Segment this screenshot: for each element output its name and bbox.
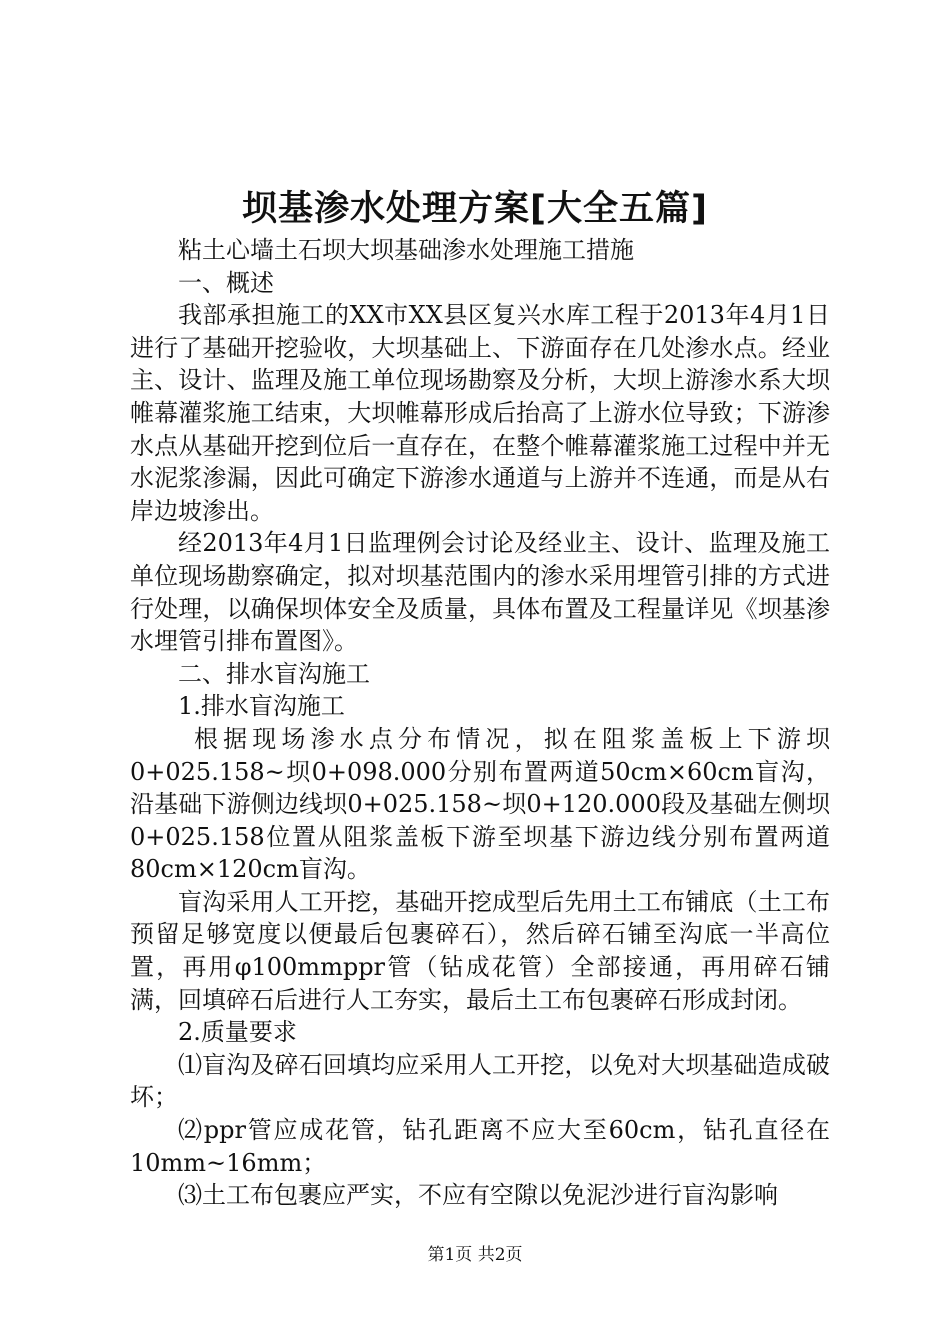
- subheading-drainage-construction: 1.排水盲沟施工: [178, 692, 345, 721]
- section-heading-drainage: 二、排水盲沟施工: [178, 659, 370, 688]
- paragraph-decision: 经2013年4月1日监理例会讨论及经业主、设计、监理及施工单位现场勘察确定，拟对坝基范围内的渗水采用埋管引排的方式进行处理，以确保坝体安全及质量，具体布置及工程量详见《坝基渗水埋管引排布置图》。: [130, 529, 830, 656]
- document-body: [130, 234, 830, 1212]
- quality-item-3: ⑶土工布包裹应严实，不应有空隙以免泥沙进行盲沟影响: [178, 1181, 778, 1210]
- subtitle-paragraph: 粘土心墙土石坝大坝基础渗水处理施工措施: [178, 236, 634, 264]
- paragraph-method: 盲沟采用人工开挖，基础开挖成型后先用土工布铺底（土工布预留足够宽度以便最后包裹碎石），然后碎石铺至沟底一半高位置，再用φ100mmppr管（钻成花管）全部接通，再用碎石铺满，回填碎石后进行人工夯实，最后土工布包裹碎石形成封闭。: [130, 887, 830, 1014]
- quality-item-2: ⑵ppr管应成花管，钻孔距离不应大至60cm，钻孔直径在10mm~16mm；: [130, 1116, 830, 1177]
- paragraph-layout: 根据现场渗水点分布情况，拟在阻浆盖板上下游坝0+025.158~坝0+098.000分别布置两道50cm×60cm盲沟，沿基础下游侧边线坝0+025.158~坝0+120.000段及基础左侧坝0+025.158位置从阻浆盖板下游至坝基下游边线分别布置两道80cm×120cm盲沟。: [130, 724, 830, 884]
- document-title: 坝基渗水处理方案[大全五篇]: [242, 189, 708, 229]
- subheading-quality: 2.质量要求: [178, 1018, 297, 1047]
- paragraph-overview: 我部承担施工的XX市XX县区复兴水库工程于2013年4月1日进行了基础开挖验收，大坝基础上、下游面存在几处渗水点。经业主、设计、监理及施工单位现场勘察及分析，大坝上游渗水系大坝帷幕灌浆施工结束，大坝帷幕形成后抬高了上游水位导致；下游渗水点从基础开挖到位后一直存在，在整个帷幕灌浆施工过程中并无水泥浆渗漏，因此可确定下游渗水通道与上游并不连通，而是从右岸边坡渗出。: [130, 301, 830, 525]
- quality-item-1: ⑴盲沟及碎石回填均应采用人工开挖，以免对大坝基础造成破坏；: [130, 1050, 830, 1112]
- page-footer: 第1页 共2页: [427, 1245, 523, 1265]
- section-heading-overview: 一、概述: [178, 268, 274, 297]
